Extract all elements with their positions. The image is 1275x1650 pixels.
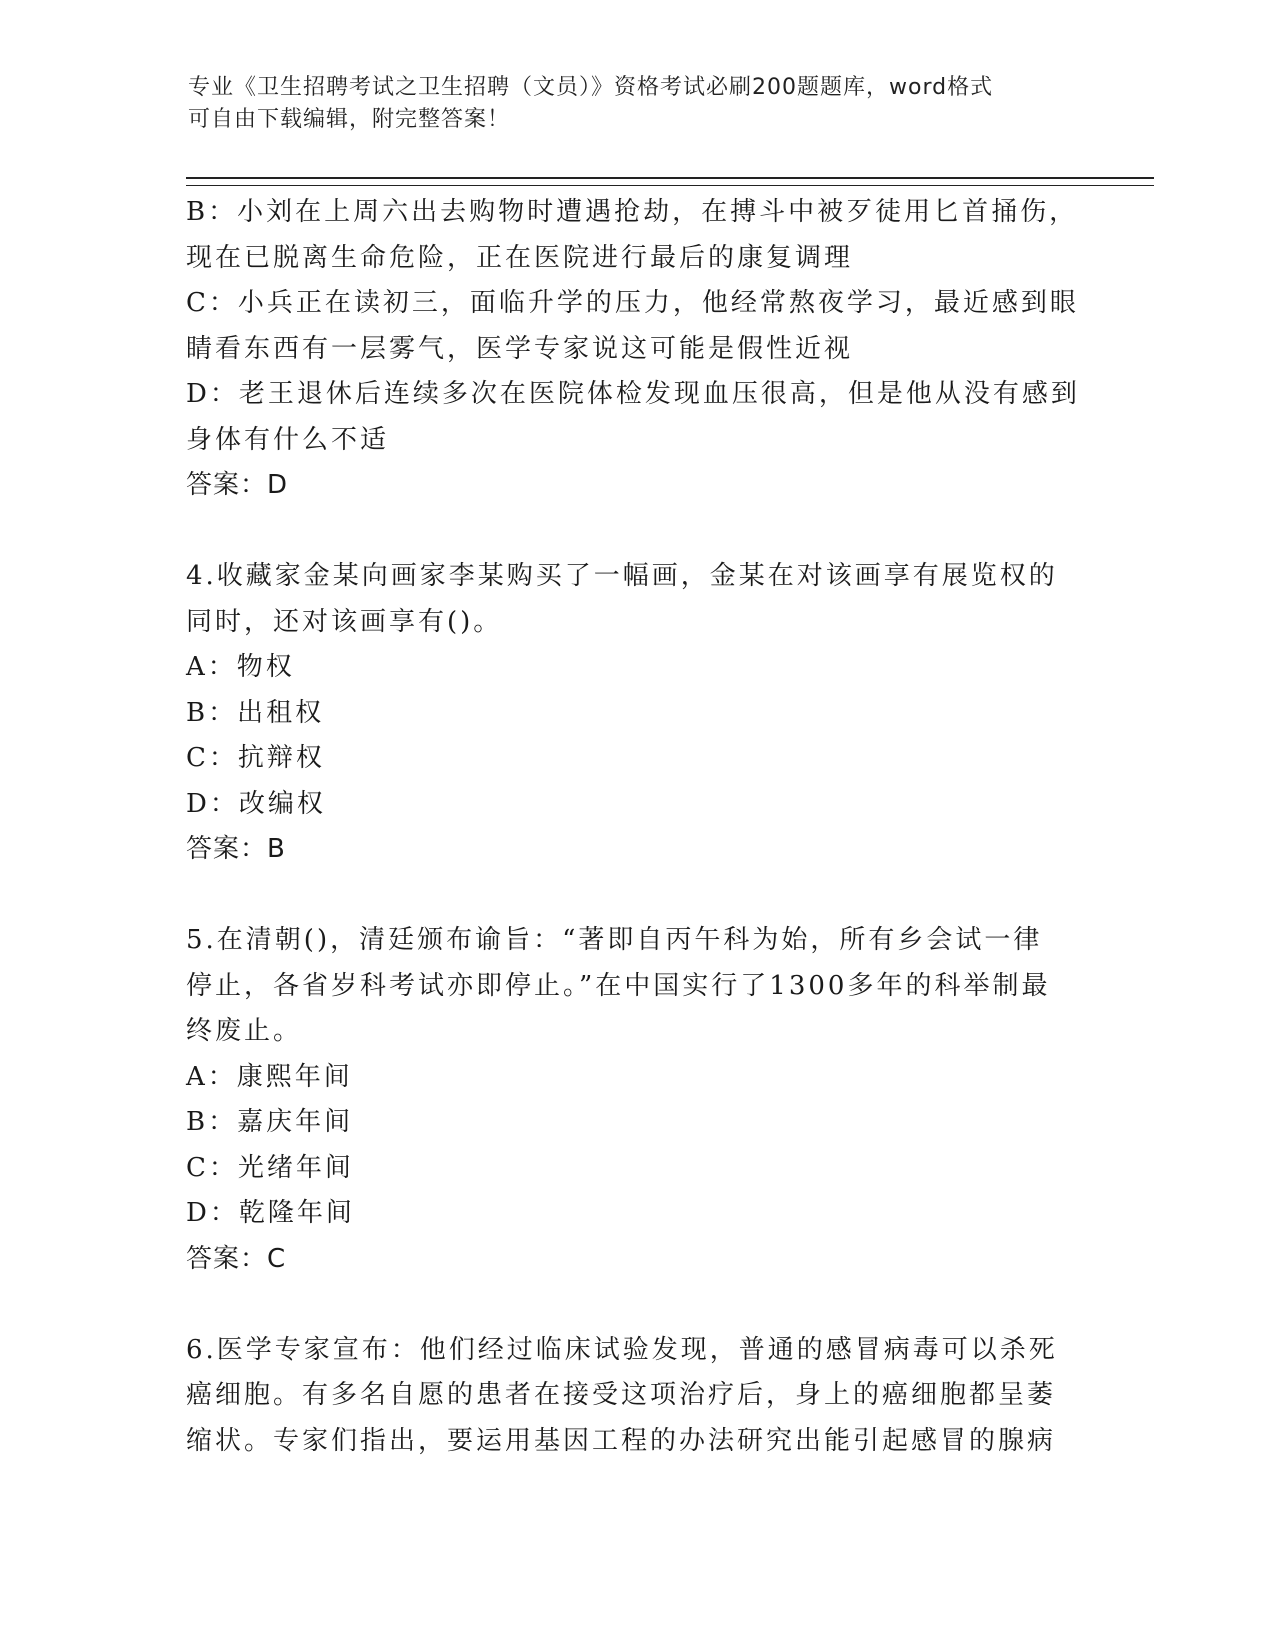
answer: 答案：B xyxy=(186,834,286,864)
option-c-line-2: 睛看东西有一层雾气，医学专家说这可能是假性近视 xyxy=(186,333,854,364)
answer: 答案：D xyxy=(186,470,289,500)
question-stem-line-3: 缩状。专家们指出，要运用基因工程的办法研究出能引起感冒的腺病 xyxy=(186,1425,1057,1456)
option-d: D：乾隆年间 xyxy=(186,1198,355,1228)
spacer xyxy=(186,1282,1086,1328)
header-divider xyxy=(186,177,1154,186)
question-stem-line-3: 终废止。 xyxy=(186,1016,303,1046)
question-stem-line-2: 同时，还对该画享有()。 xyxy=(186,606,503,637)
option-b: B：出租权 xyxy=(186,697,325,728)
option-b: B：嘉庆年间 xyxy=(186,1107,354,1137)
option-d-line-2: 身体有什么不适 xyxy=(186,424,390,455)
option-d-line-1: D：老王退休后连续多次在医院体检发现血压很高，但是他从没有感到 xyxy=(186,379,1080,409)
document-header xyxy=(188,72,1088,136)
header-line-1: 专业《卫生招聘考试之卫生招聘（文员）》资格考试必刷200题题库，word格式 xyxy=(188,75,994,100)
option-b-line-2: 现在已脱离生命危险，正在医院进行最后的康复调理 xyxy=(186,242,854,273)
option-d: D：改编权 xyxy=(186,788,326,819)
question-stem-line-2: 癌细胞。有多名自愿的患者在接受这项治疗后，身上的癌细胞都呈萎 xyxy=(186,1380,1057,1410)
option-b-line-1: B：小刘在上周六出去购物时遭遇抢劫，在搏斗中被歹徒用匕首捅伤， xyxy=(186,197,1079,227)
question-stem-line-1: 6.医学专家宣布：他们经过临床试验发现，普通的感冒病毒可以杀死 xyxy=(186,1334,1058,1365)
question-stem-line-2: 停止，各省岁科考试亦即停止。”在中国实行了1300多年的科举制最 xyxy=(186,970,1051,1001)
question-3 xyxy=(186,190,1086,509)
spacer xyxy=(186,873,1086,919)
option-c-line-1: C：小兵正在读初三，面临升学的压力，他经常熬夜学习，最近感到眼 xyxy=(186,288,1079,318)
option-c: C：光绪年间 xyxy=(186,1152,354,1183)
answer: 答案：C xyxy=(186,1243,287,1274)
question-stem-line-1: 4.收藏家金某向画家李某购买了一幅画，金某在对该画享有展览权的 xyxy=(186,561,1058,591)
question-stem-line-1: 5.在清朝()，清廷颁布谕旨：“著即自丙午科为始，所有乡会试一律 xyxy=(186,925,1043,955)
header-line-2: 可自由下载编辑，附完整答案！ xyxy=(188,107,511,132)
question-5 xyxy=(186,918,1086,1282)
document-body xyxy=(186,190,1086,1464)
spacer xyxy=(186,509,1086,555)
option-a: A：康熙年间 xyxy=(186,1061,353,1092)
option-a: A：物权 xyxy=(186,652,295,682)
option-c: C：抗辩权 xyxy=(186,743,325,773)
question-4 xyxy=(186,554,1086,873)
question-6 xyxy=(186,1328,1086,1465)
